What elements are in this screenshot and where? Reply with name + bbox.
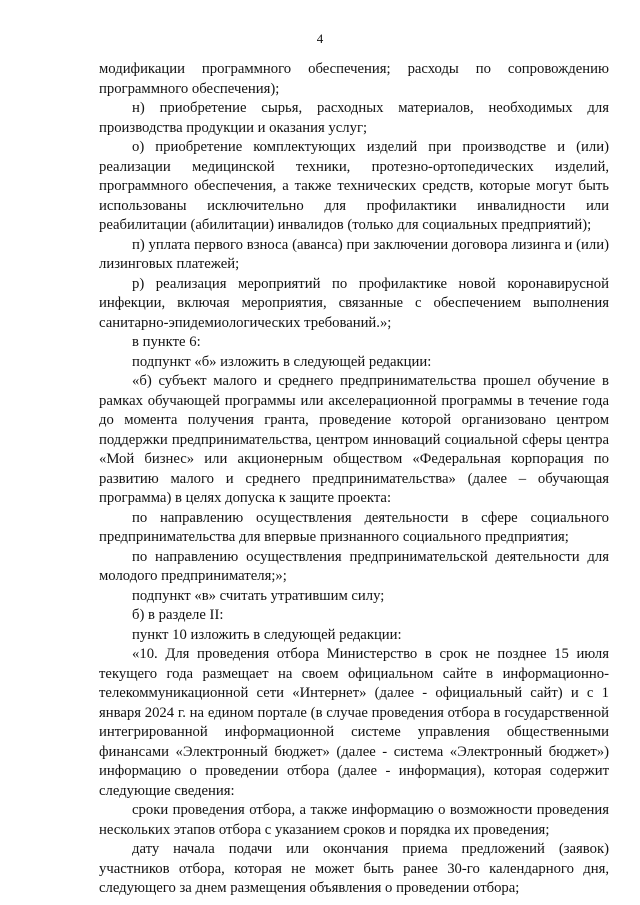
page-number: 4 [316,31,324,46]
paragraph: о) приобретение комплектующих изделий при производстве и (или) реализации медицинской техники, протезно-ортопедических изделий, программного обеспечения, а также технических средств, которые могут быть использованы исключительно для профилактики инвалидности или реабилитации (абилитации) инвалидов (только для социальных предприятий); [99,139,609,233]
paragraph: пункт 10 изложить в следующей редакции: [132,626,402,643]
paragraph: р) реализация мероприятий по профилактике новой коронавирусной инфекции, включая мероприятия, связанные с обеспечением выполнения санитарно-эпидемиологических требований.»; [99,275,609,331]
paragraph: по направлению осуществления предпринимательской деятельности для молодого предпринимателя;»; [99,548,609,584]
paragraph: подпункт «б» изложить в следующей редакции: [132,353,432,370]
paragraph: «б) субъект малого и среднего предпринимательства прошел обучение в рамках обучающей программы или акселерационной программы в течение года до момента получения гранта, проведение которой организовано центром поддержки предпринимательства, центром инноваций социальной сферы центра «Мой бизнес» или акционерным обществом «Федеральная корпорация по развитию малого и среднего предпринимательства» (далее – обучающая программа) в целях допуска к защите проекта: [99,373,609,506]
document-body [99,60,609,899]
paragraph: сроки проведения отбора, а также информацию о возможности проведения нескольких этапов отбора с указанием сроков и порядка их проведения; [99,802,609,838]
paragraph: дату начала подачи или окончания приема предложений (заявок) участников отбора, которая не может быть ранее 30-го календарного дня, следующего за днем размещения объявления о проведении отбора; [99,841,609,896]
paragraph: п) уплата первого взноса (аванса) при заключении договора лизинга и (или) лизинговых платежей; [99,236,609,272]
paragraph: подпункт «в» считать утратившим силу; [132,587,385,604]
paragraph: «10. Для проведения отбора Министерство в срок не позднее 15 июля текущего года размещает на своем официальном сайте в информационно-телекоммуникационной сети «Интернет» (далее - официальный сайт) и с 1 января 2024 г. на едином портале (в случае проведения отбора в государственной интегрированной информационной системе управления общественными финансами «Электронный бюджет» (далее - система «Электронный бюджет») информацию о проведении отбора (далее - информация), которая содержит следующие сведения: [99,646,609,799]
paragraph: б) в разделе II: [132,607,224,623]
paragraph: по направлению осуществления деятельности в сфере социального предпринимательства для впервые признанного социального предприятия; [99,509,609,545]
paragraph: в пункте 6: [132,334,201,350]
paragraph: н) приобретение сырья, расходных материалов, необходимых для производства продукции и оказания услуг; [99,100,609,136]
paragraph: модификации программного обеспечения; расходы по сопровождению программного обеспечения); [99,61,609,97]
